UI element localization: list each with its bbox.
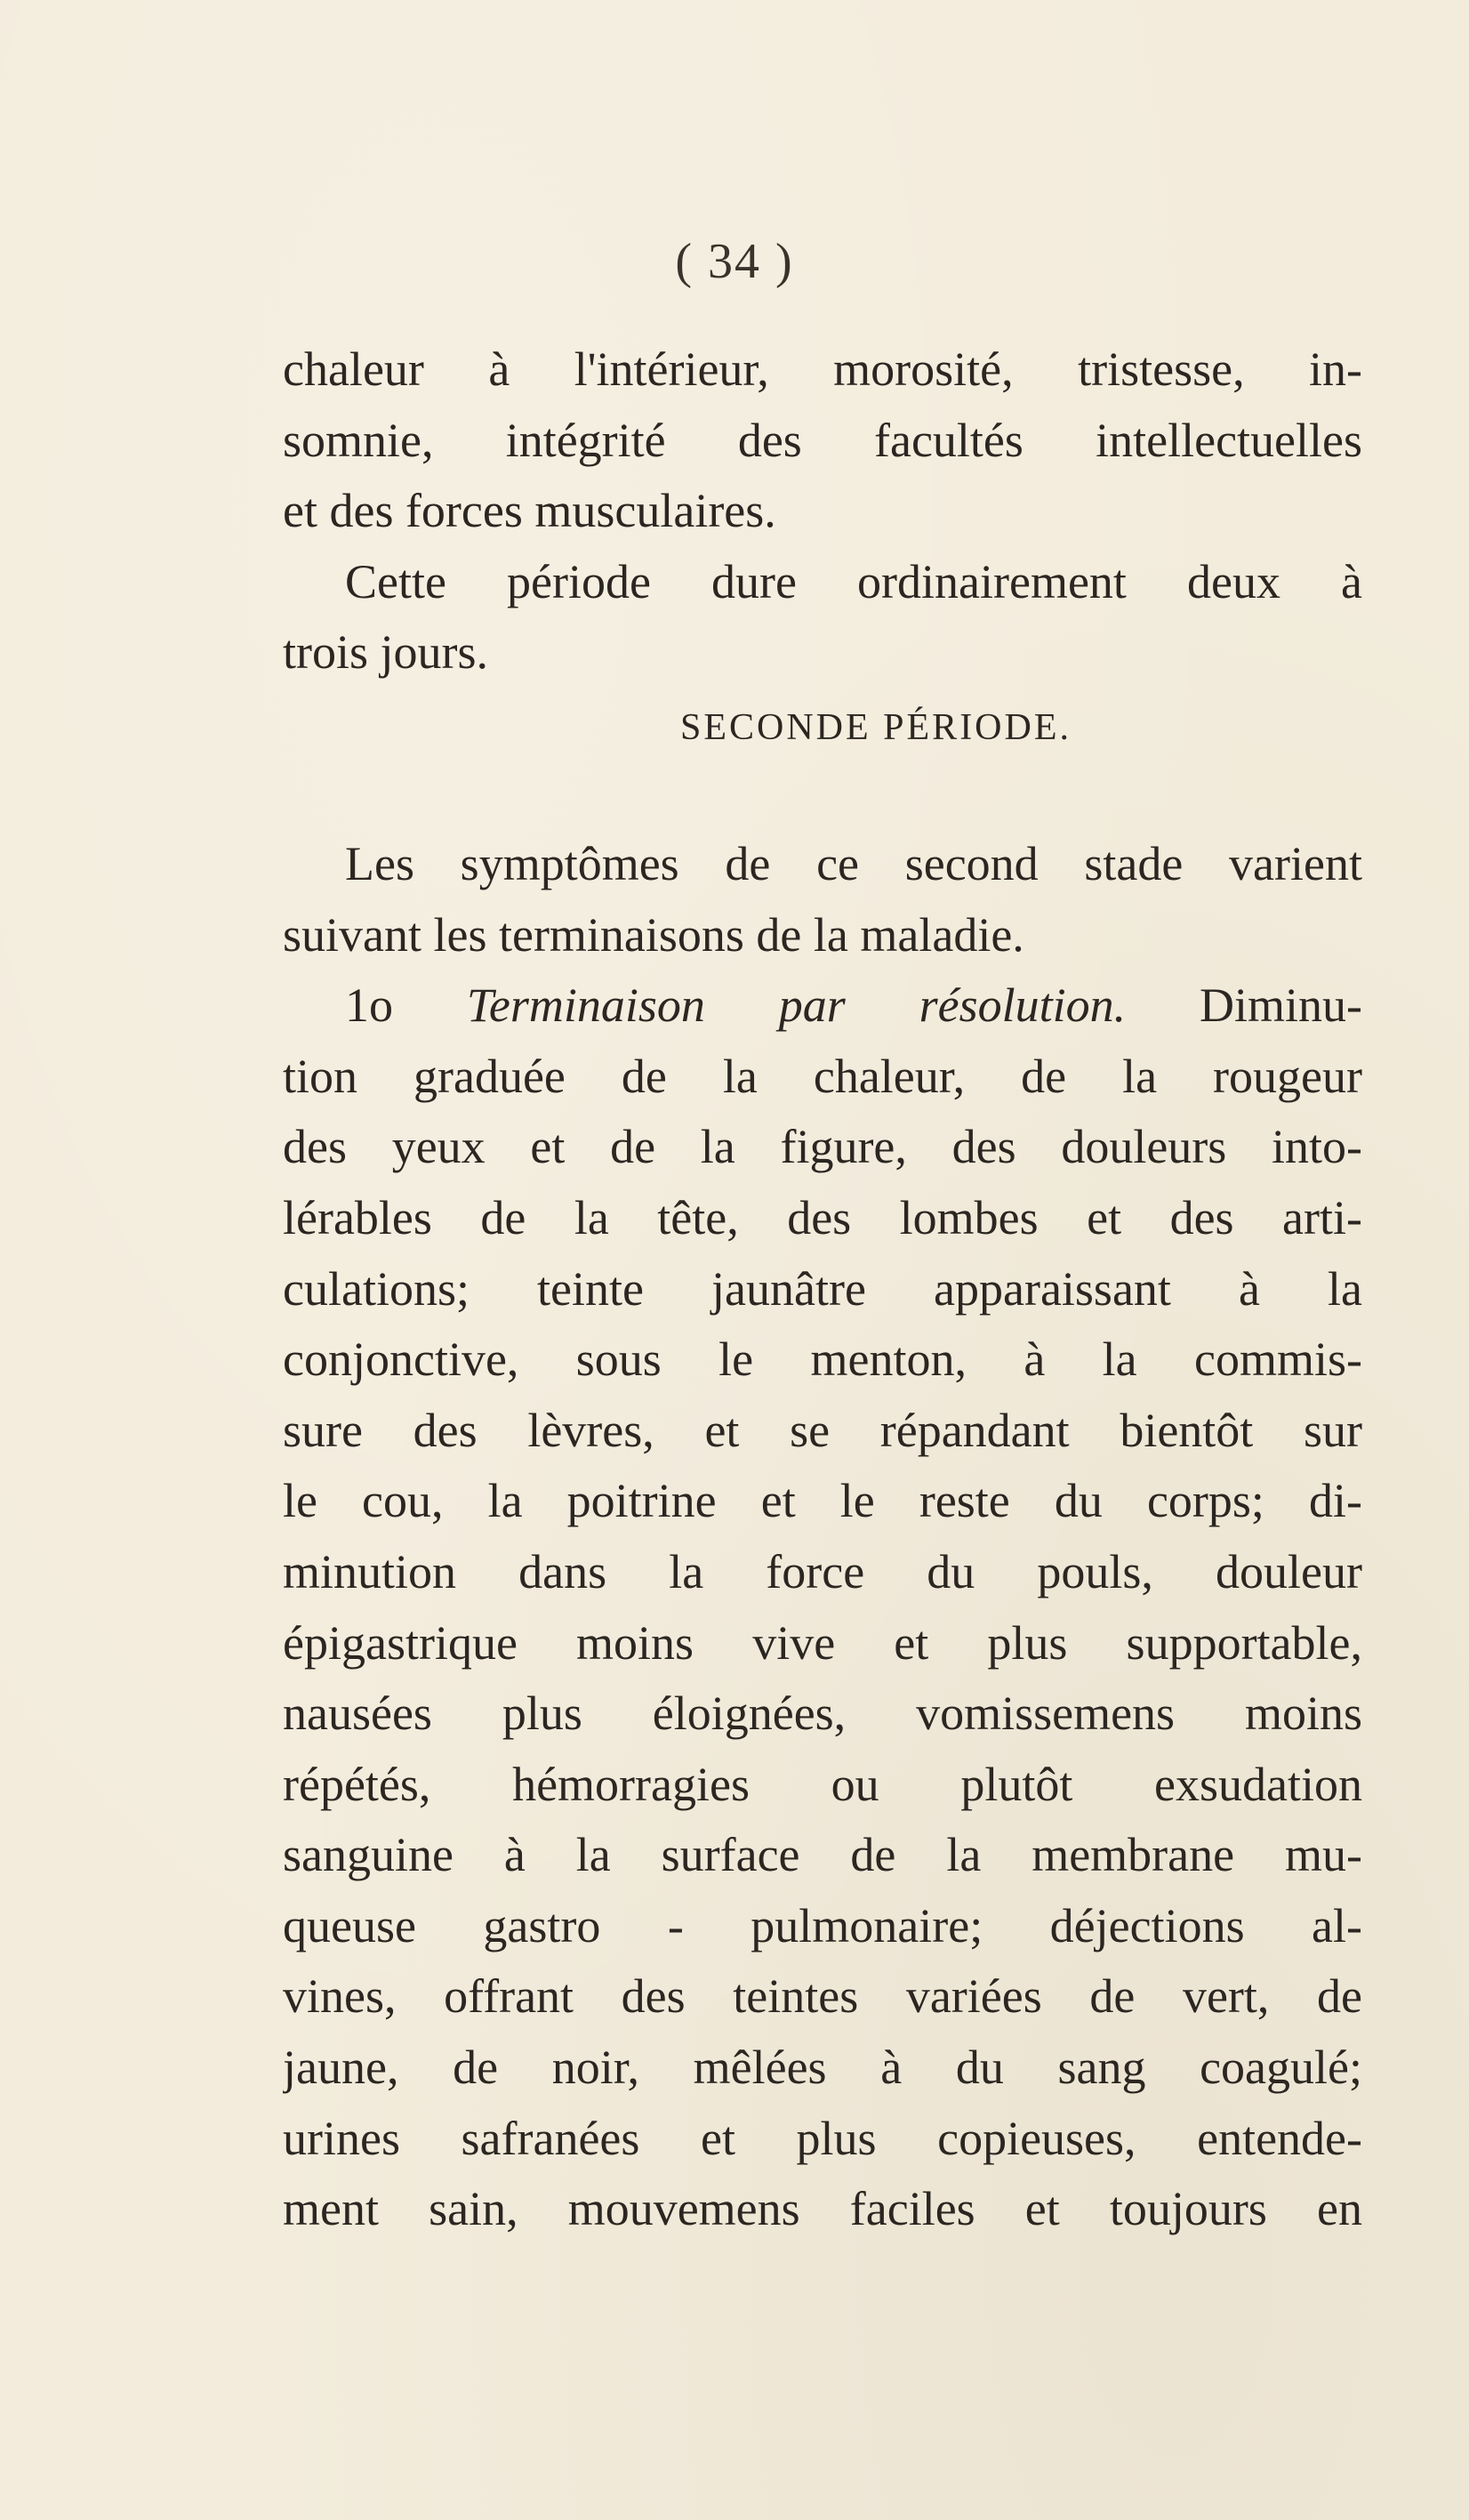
item-number: 1o [345,978,467,1033]
text-line: jaune, de noir, mêlées à du sang coagulé; [283,2041,1362,2095]
text-line: suivant les terminaisons de la maladie. [283,907,1024,962]
text-line: répétés, hémorragies ou plutôt exsudation [283,1757,1362,1811]
item-title: Terminaison par résolution. [466,978,1127,1033]
text-line: et des forces musculaires. [283,484,776,538]
text-line: tion graduée de la chaleur, de la rougeur [283,1049,1362,1103]
text-line: somnie, intégrité des facultés intellectuelles [283,413,1362,467]
text-line: trois jours. [283,625,489,680]
text-line: urines safranées et plus copieuses, entende- [283,2111,1362,2165]
text-line: sure des lèvres, et se répandant bientôt sur [283,1403,1362,1457]
text-line: Les symptômes de ce second stade varient [345,836,1362,890]
text-line: minution dans la force du pouls, douleur [283,1544,1362,1598]
item-lead-rest: Diminu- [1126,978,1362,1033]
text-line: culations; teinte jaunâtre apparaissant à la [283,1261,1362,1316]
text-line: lérables de la tête, des lombes et des arti- [283,1190,1362,1244]
page-number: ( 34 ) [675,234,794,289]
text-line: le cou, la poitrine et le reste du corps; di- [283,1474,1362,1528]
text-line: chaleur à l'intérieur, morosité, tristesse, in- [283,342,1362,396]
text-line: vines, offrant des teintes variées de vert, de [283,1969,1362,2024]
text-line: sanguine à la surface de la membrane mu- [283,1828,1362,1882]
text-line: ment sain, mouvemens faciles et toujours en [283,2182,1362,2236]
text-line-lead [283,970,1362,1042]
text-line: nausées plus éloignées, vomissemens moins [283,1687,1362,1741]
text-line: queuse gastro - pulmonaire; déjections al- [283,1898,1362,1952]
text-line: Cette période dure ordinairement deux à [345,554,1362,608]
text-line: conjonctive, sous le menton, à la commis- [283,1332,1362,1387]
text-line: épigastrique moins vive et plus supportable, [283,1615,1362,1670]
section-heading: SECONDE PÉRIODE. [679,706,1072,748]
text-line: des yeux et de la figure, des douleurs into- [283,1120,1362,1174]
body-text [283,334,1362,2245]
